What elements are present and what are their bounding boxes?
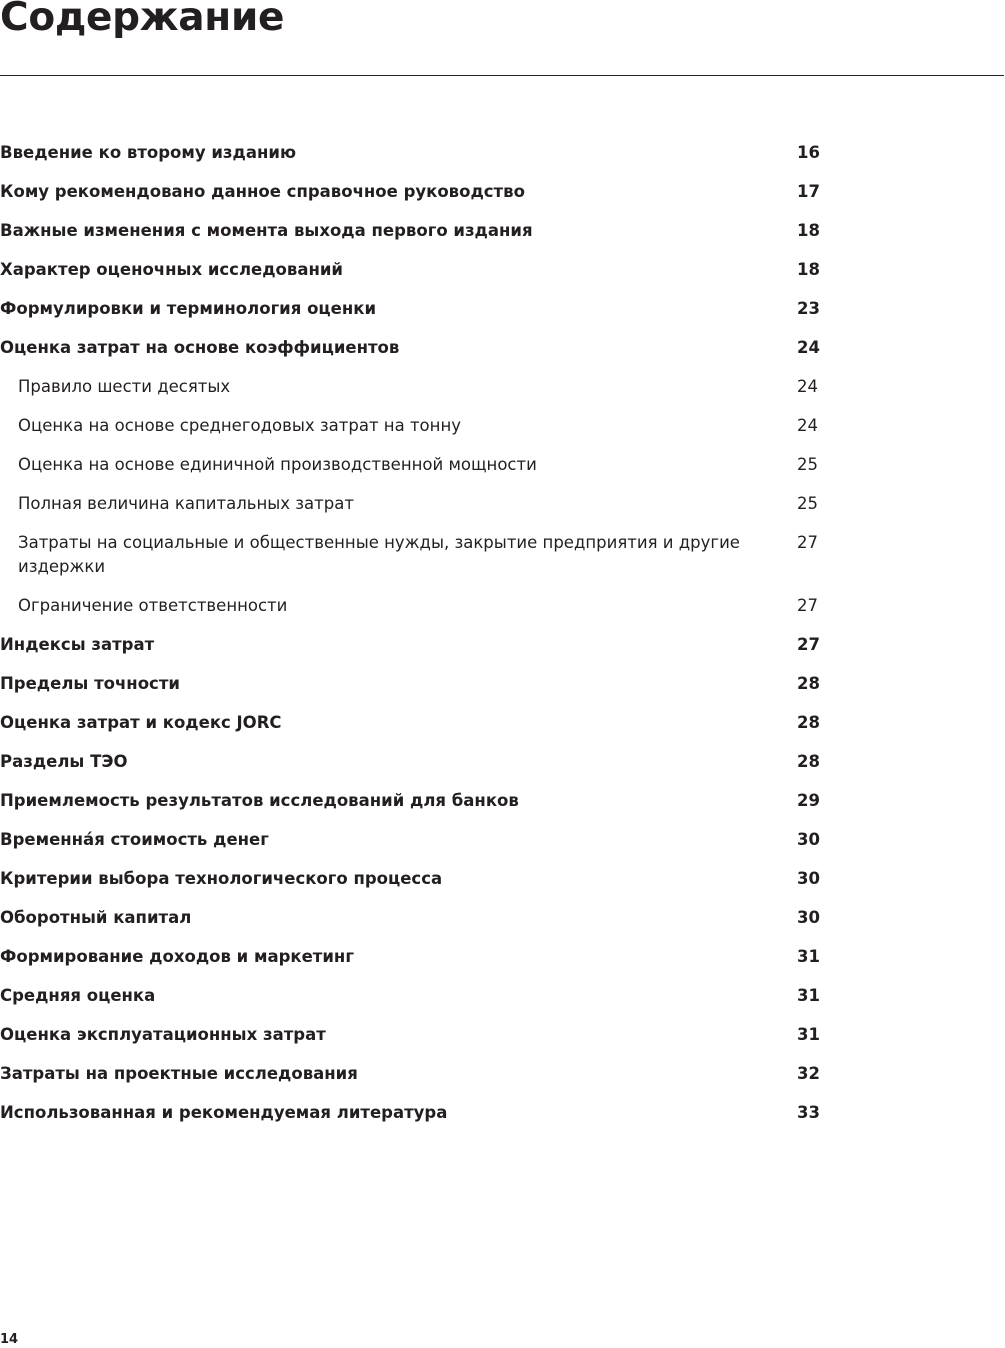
toc-subentry[interactable] — [0, 492, 830, 516]
toc-entry[interactable] — [0, 984, 830, 1008]
toc-subentry[interactable] — [0, 594, 830, 618]
toc-entry[interactable] — [0, 867, 830, 891]
toc-subentry[interactable] — [0, 531, 830, 579]
toc-entry-page: 17 — [797, 182, 820, 201]
toc-entry-title: Временна́я стоимость денег — [0, 830, 269, 849]
toc-entry-title: Оценка эксплуатационных затрат — [0, 1025, 326, 1044]
toc-entry-title: Полная величина капитальных затрат — [18, 494, 354, 513]
toc-entry-title: Оценка затрат и кодекс JORC — [0, 713, 282, 732]
toc-entry[interactable] — [0, 297, 830, 321]
toc-entry-page: 27 — [797, 533, 818, 552]
toc-entry[interactable] — [0, 336, 830, 360]
toc-entry-page: 24 — [797, 338, 820, 357]
toc-entry-title: Критерии выбора технологического процесса — [0, 869, 443, 888]
toc-entry-page: 30 — [797, 908, 820, 927]
toc-entry-page: 23 — [797, 299, 820, 318]
toc-entry-page: 27 — [797, 635, 820, 654]
toc-subentry[interactable] — [0, 375, 830, 399]
toc-entry[interactable] — [0, 1023, 830, 1047]
toc-entry-page: 27 — [797, 596, 818, 615]
toc-subentry[interactable] — [0, 414, 830, 438]
toc-entry[interactable] — [0, 672, 830, 696]
toc-entry-title: Важные изменения с момента выхода первого издания — [0, 221, 533, 240]
toc-entry-title: Индексы затрат — [0, 635, 155, 654]
toc-entry[interactable] — [0, 789, 830, 813]
toc-subentry[interactable] — [0, 453, 830, 477]
toc-entry[interactable] — [0, 1101, 830, 1125]
toc-entry[interactable] — [0, 711, 830, 735]
toc-entry-title: Затраты на социальные и общественные нужды, закрытие предприятия и другие издержки — [18, 533, 740, 576]
toc-entry-page: 24 — [797, 416, 818, 435]
toc-entry-title: Использованная и рекомендуемая литература — [0, 1103, 448, 1122]
toc-entry-title: Средняя оценка — [0, 986, 156, 1005]
toc-entry-title: Приемлемость результатов исследований для банков — [0, 791, 519, 810]
toc-entry[interactable] — [0, 633, 830, 657]
toc-entry-page: 31 — [797, 947, 820, 966]
toc-entry-page: 28 — [797, 674, 820, 693]
toc-entry-title: Кому рекомендовано данное справочное руководство — [0, 182, 525, 201]
toc-entry-page: 16 — [797, 143, 820, 162]
toc-entry-page: 24 — [797, 377, 818, 396]
toc-entry-title: Разделы ТЭО — [0, 752, 128, 771]
toc-entry-title: Характер оценочных исследований — [0, 260, 343, 279]
toc-entry-page: 28 — [797, 752, 820, 771]
toc-entry-page: 18 — [797, 221, 820, 240]
toc-entry[interactable] — [0, 219, 830, 243]
toc-entry-page: 25 — [797, 455, 818, 474]
toc-entry[interactable] — [0, 750, 830, 774]
toc-entry-page: 29 — [797, 791, 820, 810]
toc-entry-page: 28 — [797, 713, 820, 732]
page-number: 14 — [0, 1332, 19, 1347]
toc-entry-page: 18 — [797, 260, 820, 279]
toc-entry-page: 30 — [797, 869, 820, 888]
toc-entry-title: Формулировки и терминология оценки — [0, 299, 377, 318]
toc-entry-title: Затраты на проектные исследования — [0, 1064, 358, 1083]
table-of-contents — [0, 141, 830, 1140]
toc-entry-page: 31 — [797, 986, 820, 1005]
toc-entry-title: Оборотный капитал — [0, 908, 192, 927]
toc-entry-title: Формирование доходов и маркетинг — [0, 947, 354, 966]
toc-entry-title: Оценка затрат на основе коэффициентов — [0, 338, 400, 357]
toc-entry-title: Введение ко второму изданию — [0, 143, 296, 162]
toc-entry[interactable] — [0, 828, 830, 852]
page-title: Содержание — [0, 0, 285, 40]
toc-entry-page: 30 — [797, 830, 820, 849]
toc-entry-page: 32 — [797, 1064, 820, 1083]
toc-entry-page: 33 — [797, 1103, 820, 1122]
toc-entry-page: 25 — [797, 494, 818, 513]
toc-entry-title: Оценка на основе единичной производственной мощности — [18, 455, 537, 474]
toc-entry[interactable] — [0, 141, 830, 165]
toc-entry-title: Оценка на основе среднегодовых затрат на тонну — [18, 416, 461, 435]
toc-entry-title: Правило шести десятых — [18, 377, 231, 396]
toc-entry-title: Пределы точности — [0, 674, 180, 693]
toc-entry[interactable] — [0, 258, 830, 282]
toc-entry[interactable] — [0, 906, 830, 930]
toc-entry[interactable] — [0, 180, 830, 204]
toc-entry[interactable] — [0, 1062, 830, 1086]
toc-entry-page: 31 — [797, 1025, 820, 1044]
toc-entry[interactable] — [0, 945, 830, 969]
toc-entry-title: Ограничение ответственности — [18, 596, 288, 615]
title-divider — [0, 75, 1004, 76]
